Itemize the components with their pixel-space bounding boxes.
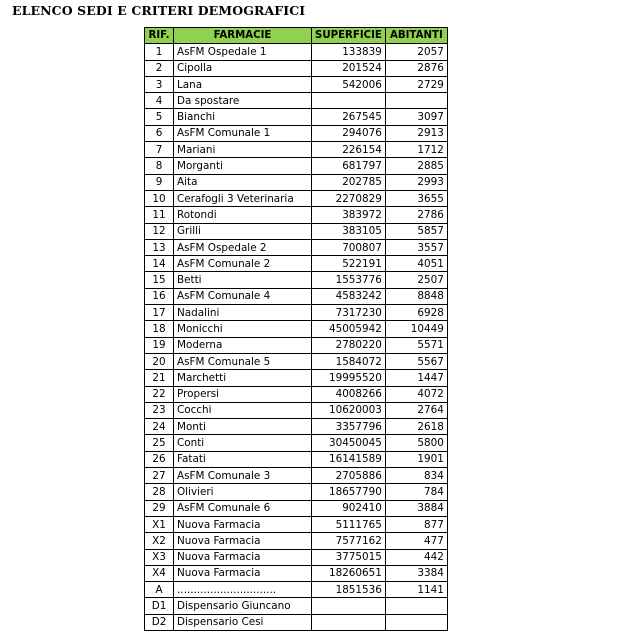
cell-farmacia: Olivieri	[174, 484, 312, 500]
document-title: ELENCO SEDI E CRITERI DEMOGRAFICI	[12, 3, 306, 18]
cell-abitanti: 3097	[385, 109, 447, 125]
cell-rif: 10	[145, 190, 174, 206]
cell-farmacia: Monti	[174, 419, 312, 435]
cell-farmacia: Rotondi	[174, 207, 312, 223]
cell-farmacia: Nadalini	[174, 305, 312, 321]
cell-rif: D2	[145, 614, 174, 630]
cell-abitanti: 3557	[385, 239, 447, 255]
cell-farmacia: AsFM Ospedale 1	[174, 44, 312, 60]
table-row	[145, 190, 448, 206]
cell-rif: 5	[145, 109, 174, 125]
cell-abitanti: 8848	[385, 288, 447, 304]
cell-abitanti: 1712	[385, 142, 447, 158]
cell-abitanti: 5800	[385, 435, 447, 451]
cell-rif: 4	[145, 93, 174, 109]
cell-abitanti	[385, 598, 447, 614]
cell-superficie: 1584072	[312, 353, 386, 369]
cell-abitanti: 2729	[385, 76, 447, 92]
table-row	[145, 272, 448, 288]
cell-farmacia: Aita	[174, 174, 312, 190]
cell-superficie: 226154	[312, 142, 386, 158]
cell-farmacia: Dispensario Cesi	[174, 614, 312, 630]
table-row	[145, 93, 448, 109]
cell-abitanti: 2618	[385, 419, 447, 435]
cell-abitanti: 834	[385, 468, 447, 484]
cell-farmacia: AsFM Ospedale 2	[174, 239, 312, 255]
cell-superficie: 681797	[312, 158, 386, 174]
cell-superficie: 267545	[312, 109, 386, 125]
table-row	[145, 239, 448, 255]
header-abitanti: ABITANTI	[385, 28, 447, 44]
table-row	[145, 419, 448, 435]
cell-superficie	[312, 614, 386, 630]
cell-rif: 13	[145, 239, 174, 255]
cell-rif: X1	[145, 516, 174, 532]
header-rif: RIF.	[145, 28, 174, 44]
cell-rif: 19	[145, 337, 174, 353]
cell-superficie: 383972	[312, 207, 386, 223]
cell-superficie: 542006	[312, 76, 386, 92]
cell-rif: X4	[145, 565, 174, 581]
cell-rif: 16	[145, 288, 174, 304]
table-row	[145, 337, 448, 353]
cell-abitanti: 1901	[385, 451, 447, 467]
cell-farmacia: Mariani	[174, 142, 312, 158]
cell-abitanti: 2993	[385, 174, 447, 190]
cell-superficie	[312, 598, 386, 614]
cell-farmacia: Nuova Farmacia	[174, 565, 312, 581]
cell-farmacia: Cipolla	[174, 60, 312, 76]
cell-rif: 21	[145, 370, 174, 386]
table-row	[145, 533, 448, 549]
cell-farmacia: Morganti	[174, 158, 312, 174]
cell-superficie: 2780220	[312, 337, 386, 353]
table-row	[145, 386, 448, 402]
cell-superficie: 1851536	[312, 582, 386, 598]
cell-superficie: 7577162	[312, 533, 386, 549]
cell-farmacia: Monicchi	[174, 321, 312, 337]
table-row	[145, 565, 448, 581]
cell-rif: 15	[145, 272, 174, 288]
table-row	[145, 435, 448, 451]
table-row	[145, 288, 448, 304]
cell-abitanti: 2786	[385, 207, 447, 223]
cell-farmacia: Nuova Farmacia	[174, 549, 312, 565]
cell-rif: 26	[145, 451, 174, 467]
cell-farmacia: ..............................	[174, 582, 312, 598]
table-header-row	[145, 28, 448, 44]
cell-farmacia: Dispensario Giuncano	[174, 598, 312, 614]
cell-rif: 28	[145, 484, 174, 500]
cell-superficie: 2705886	[312, 468, 386, 484]
cell-superficie: 3357796	[312, 419, 386, 435]
table-row	[145, 321, 448, 337]
cell-rif: 6	[145, 125, 174, 141]
cell-superficie: 1553776	[312, 272, 386, 288]
table-row	[145, 305, 448, 321]
table-row	[145, 256, 448, 272]
cell-abitanti: 2885	[385, 158, 447, 174]
cell-superficie: 18260651	[312, 565, 386, 581]
cell-rif: 25	[145, 435, 174, 451]
cell-farmacia: Lana	[174, 76, 312, 92]
cell-abitanti: 1447	[385, 370, 447, 386]
cell-rif: 8	[145, 158, 174, 174]
table-row	[145, 223, 448, 239]
cell-abitanti	[385, 614, 447, 630]
cell-rif: 18	[145, 321, 174, 337]
table-row	[145, 125, 448, 141]
cell-farmacia: Propersi	[174, 386, 312, 402]
cell-farmacia: AsFM Comunale 1	[174, 125, 312, 141]
cell-superficie: 7317230	[312, 305, 386, 321]
cell-superficie: 19995520	[312, 370, 386, 386]
cell-farmacia: Conti	[174, 435, 312, 451]
table-row	[145, 500, 448, 516]
cell-farmacia: Betti	[174, 272, 312, 288]
cell-rif: 7	[145, 142, 174, 158]
cell-abitanti: 2057	[385, 44, 447, 60]
header-superficie: SUPERFICIE	[312, 28, 386, 44]
table-row	[145, 207, 448, 223]
cell-rif: 20	[145, 353, 174, 369]
cell-abitanti: 4072	[385, 386, 447, 402]
cell-abitanti: 1141	[385, 582, 447, 598]
cell-superficie: 294076	[312, 125, 386, 141]
table-row	[145, 109, 448, 125]
cell-superficie: 383105	[312, 223, 386, 239]
cell-abitanti: 2507	[385, 272, 447, 288]
cell-rif: 14	[145, 256, 174, 272]
cell-farmacia: Fatati	[174, 451, 312, 467]
cell-rif: X2	[145, 533, 174, 549]
cell-farmacia: AsFM Comunale 4	[174, 288, 312, 304]
cell-abitanti: 2876	[385, 60, 447, 76]
cell-abitanti: 6928	[385, 305, 447, 321]
cell-superficie: 202785	[312, 174, 386, 190]
table-row	[145, 353, 448, 369]
cell-abitanti: 784	[385, 484, 447, 500]
cell-superficie: 700807	[312, 239, 386, 255]
cell-farmacia: AsFM Comunale 6	[174, 500, 312, 516]
cell-rif: A	[145, 582, 174, 598]
table-row	[145, 44, 448, 60]
cell-abitanti	[385, 93, 447, 109]
sedi-table	[144, 27, 448, 631]
cell-superficie: 10620003	[312, 402, 386, 418]
cell-abitanti: 3384	[385, 565, 447, 581]
table-row	[145, 549, 448, 565]
table-row	[145, 451, 448, 467]
header-farmacie: FARMACIE	[174, 28, 312, 44]
cell-farmacia: Marchetti	[174, 370, 312, 386]
cell-abitanti: 2764	[385, 402, 447, 418]
cell-rif: D1	[145, 598, 174, 614]
cell-rif: 2	[145, 60, 174, 76]
table-row	[145, 402, 448, 418]
cell-rif: 11	[145, 207, 174, 223]
table-row	[145, 370, 448, 386]
cell-superficie: 16141589	[312, 451, 386, 467]
cell-superficie: 3775015	[312, 549, 386, 565]
table-row	[145, 158, 448, 174]
table-row	[145, 598, 448, 614]
cell-farmacia: Moderna	[174, 337, 312, 353]
cell-rif: 22	[145, 386, 174, 402]
table-row	[145, 614, 448, 630]
cell-farmacia: Bianchi	[174, 109, 312, 125]
cell-superficie	[312, 93, 386, 109]
cell-farmacia: Cocchi	[174, 402, 312, 418]
cell-superficie: 133839	[312, 44, 386, 60]
table-row	[145, 582, 448, 598]
cell-abitanti: 477	[385, 533, 447, 549]
cell-abitanti: 442	[385, 549, 447, 565]
cell-abitanti: 5567	[385, 353, 447, 369]
cell-rif: 23	[145, 402, 174, 418]
table-body	[145, 44, 448, 631]
cell-superficie: 18657790	[312, 484, 386, 500]
cell-superficie: 30450045	[312, 435, 386, 451]
cell-farmacia: Nuova Farmacia	[174, 533, 312, 549]
cell-abitanti: 3884	[385, 500, 447, 516]
cell-farmacia: Da spostare	[174, 93, 312, 109]
cell-rif: 9	[145, 174, 174, 190]
table-row	[145, 174, 448, 190]
table-row	[145, 516, 448, 532]
cell-abitanti: 5857	[385, 223, 447, 239]
cell-farmacia: Nuova Farmacia	[174, 516, 312, 532]
cell-rif: 27	[145, 468, 174, 484]
cell-rif: 3	[145, 76, 174, 92]
cell-superficie: 902410	[312, 500, 386, 516]
cell-abitanti: 10449	[385, 321, 447, 337]
cell-superficie: 201524	[312, 60, 386, 76]
cell-rif: 29	[145, 500, 174, 516]
cell-rif: 1	[145, 44, 174, 60]
cell-rif: 12	[145, 223, 174, 239]
cell-superficie: 4583242	[312, 288, 386, 304]
cell-abitanti: 877	[385, 516, 447, 532]
table-row	[145, 60, 448, 76]
cell-farmacia: Cerafogli 3 Veterinaria	[174, 190, 312, 206]
cell-superficie: 4008266	[312, 386, 386, 402]
table-row	[145, 142, 448, 158]
cell-superficie: 5111765	[312, 516, 386, 532]
cell-farmacia: Grilli	[174, 223, 312, 239]
cell-farmacia: AsFM Comunale 3	[174, 468, 312, 484]
cell-abitanti: 2913	[385, 125, 447, 141]
cell-superficie: 2270829	[312, 190, 386, 206]
table-row	[145, 76, 448, 92]
cell-abitanti: 3655	[385, 190, 447, 206]
cell-superficie: 522191	[312, 256, 386, 272]
table-row	[145, 468, 448, 484]
cell-rif: 17	[145, 305, 174, 321]
cell-abitanti: 4051	[385, 256, 447, 272]
cell-farmacia: AsFM Comunale 5	[174, 353, 312, 369]
cell-superficie: 45005942	[312, 321, 386, 337]
table-row	[145, 484, 448, 500]
cell-farmacia: AsFM Comunale 2	[174, 256, 312, 272]
cell-abitanti: 5571	[385, 337, 447, 353]
cell-rif: X3	[145, 549, 174, 565]
cell-rif: 24	[145, 419, 174, 435]
